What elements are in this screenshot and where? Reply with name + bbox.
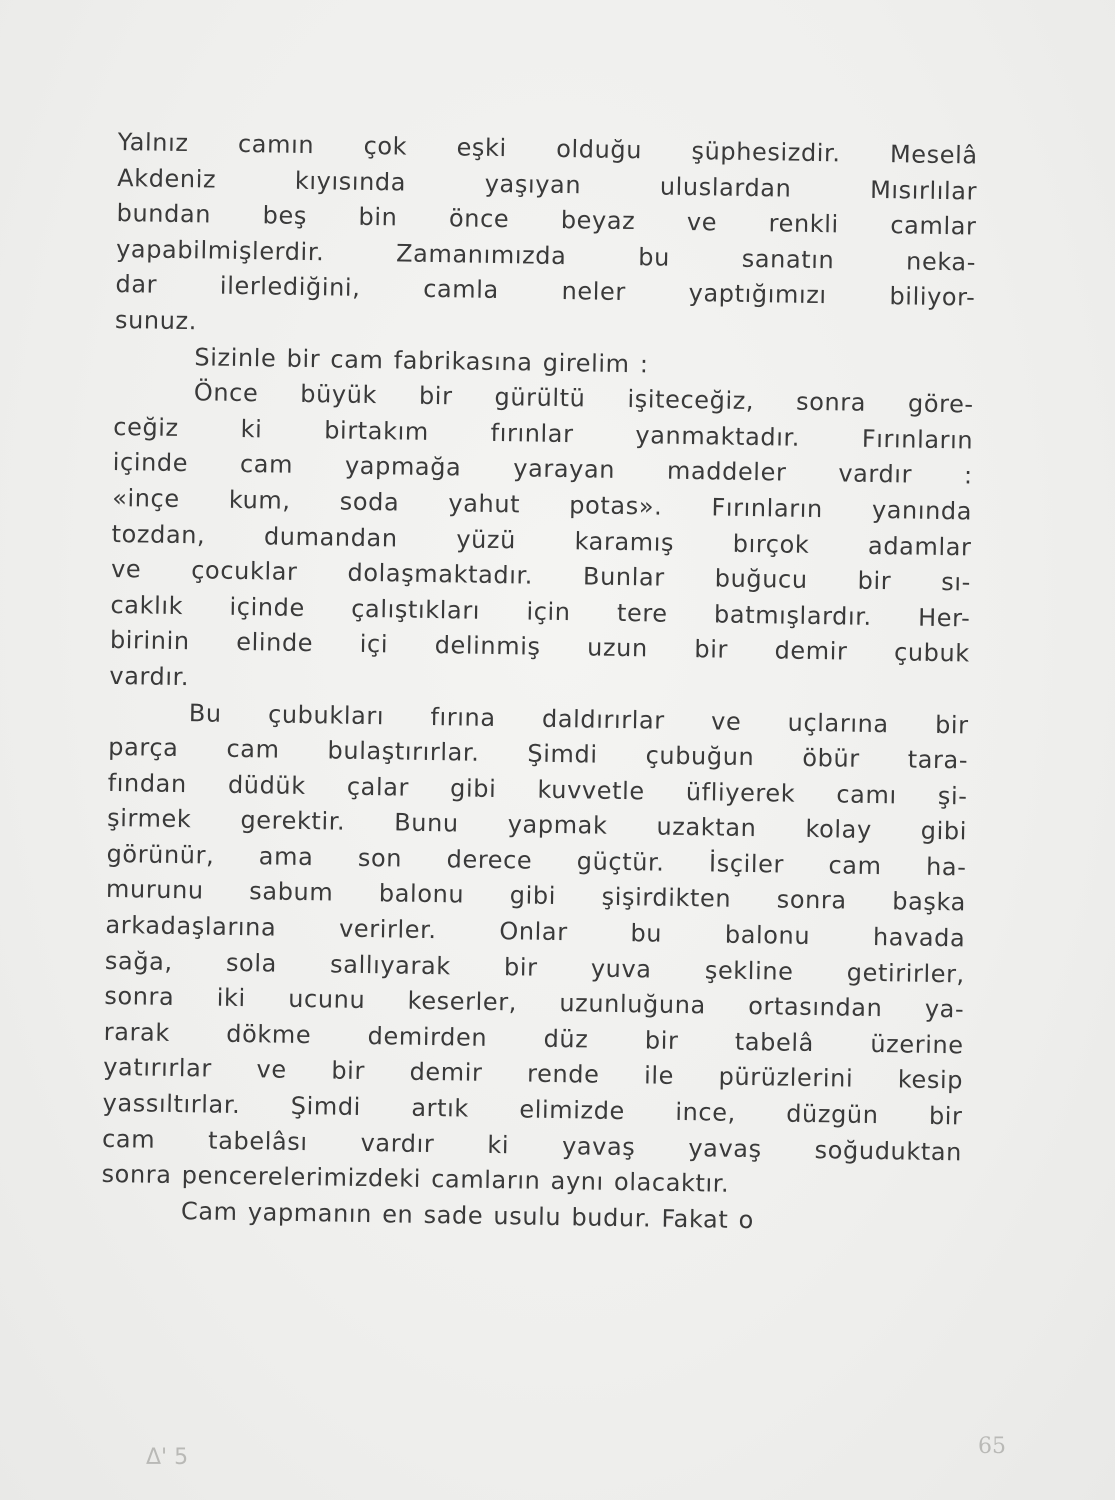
- text-line: içinde cam yapmağa yarayan maddeler vardır :: [112, 448, 973, 490]
- text-line: sağa, sola sallıyarak bir yuva şekline getirirler,: [104, 946, 966, 989]
- text-line: ve çocuklar dolaşmaktadır. Bunlar buğucu bir sı-: [110, 555, 972, 597]
- text-line: vardır.: [109, 661, 190, 692]
- text-line: yapabilmişlerdir. Zamanımızda bu sanatın neka-: [115, 234, 977, 277]
- text-line: Bu çubukları fırına daldırırlar ve uçlarına bir: [188, 698, 969, 739]
- text-line: birinin elinde içi delinmiş uzun bir demir çubuk: [109, 626, 971, 668]
- text-line: ceğiz ki birtakım fırınlar yanmaktadır. Fırınların: [113, 412, 974, 455]
- text-line: Akdeniz kıyısında yaşıyan uluslardan Mısırlılar: [117, 163, 978, 206]
- text-line: murunu sabum balonu gibi şişirdikten sonra başka: [105, 875, 967, 917]
- text-line: yatırırlar ve bir demir rende ile pürüzlerini kesip: [103, 1053, 964, 1095]
- text-line: fından düdük çalar gibi kuvvetle üfliyerek camı şi-: [107, 768, 968, 811]
- text-line: caklık içinde çalıştıkları için tere batmışlardır. Her-: [110, 590, 971, 633]
- text-line: arkadaşlarına verirler. Onlar bu balonu havada: [105, 910, 966, 953]
- text-line: sunuz.: [114, 305, 198, 336]
- page-number: 65: [978, 1434, 1006, 1459]
- text-line: şirmek gerektir. Bunu yapmak uzaktan kolay gibi: [106, 804, 968, 846]
- text-line: tozdan, dumandan yüzü karamış bırçok adamlar: [111, 519, 972, 561]
- text-line: Cam yapmanın en sade usulu budur. Fakat o: [180, 1196, 755, 1234]
- text-line: sonra iki ucunu keserler, uzunluğuna ortasından ya-: [104, 982, 965, 1024]
- text-line: sonra pencerelerimizdeki camların aynı olacaktır.: [101, 1160, 730, 1198]
- text-line: parça cam bulaştırırlar. Şimdi çubuğun öbür tara-: [108, 733, 969, 775]
- text-line: bundan beş bin önce beyaz ve renkli camlar: [116, 199, 977, 241]
- text-line: «inçe kum, soda yahut potas». Fırınların yanında: [111, 483, 973, 526]
- text-line: Önce büyük bir gürültü işiteceğiz, sonra göre-: [193, 378, 974, 419]
- text-line: Yalnız camın çok eşki olduğu şüphesizdir. Meselâ: [117, 128, 978, 170]
- text-line: dar ilerlediğini, camla neler yaptığımızı biliyor-: [115, 270, 976, 312]
- text-line: rarak dökme demirden düz bir tabelâ üzerine: [103, 1017, 964, 1060]
- text-line: görünür, ama son derece güçtür. İsçiler cam ha-: [106, 839, 967, 882]
- text-line: yassıltırlar. Şimdi artık elimizde ince, düzgün bir: [102, 1088, 963, 1131]
- text-line: Sizinle bir cam fabrikasına girelim :: [194, 342, 649, 378]
- signature-mark: Δ' 5: [146, 1445, 189, 1470]
- text-line: cam tabelâsı vardır ki yavaş yavaş soğuduktan: [101, 1124, 963, 1167]
- body-text: [101, 128, 978, 1245]
